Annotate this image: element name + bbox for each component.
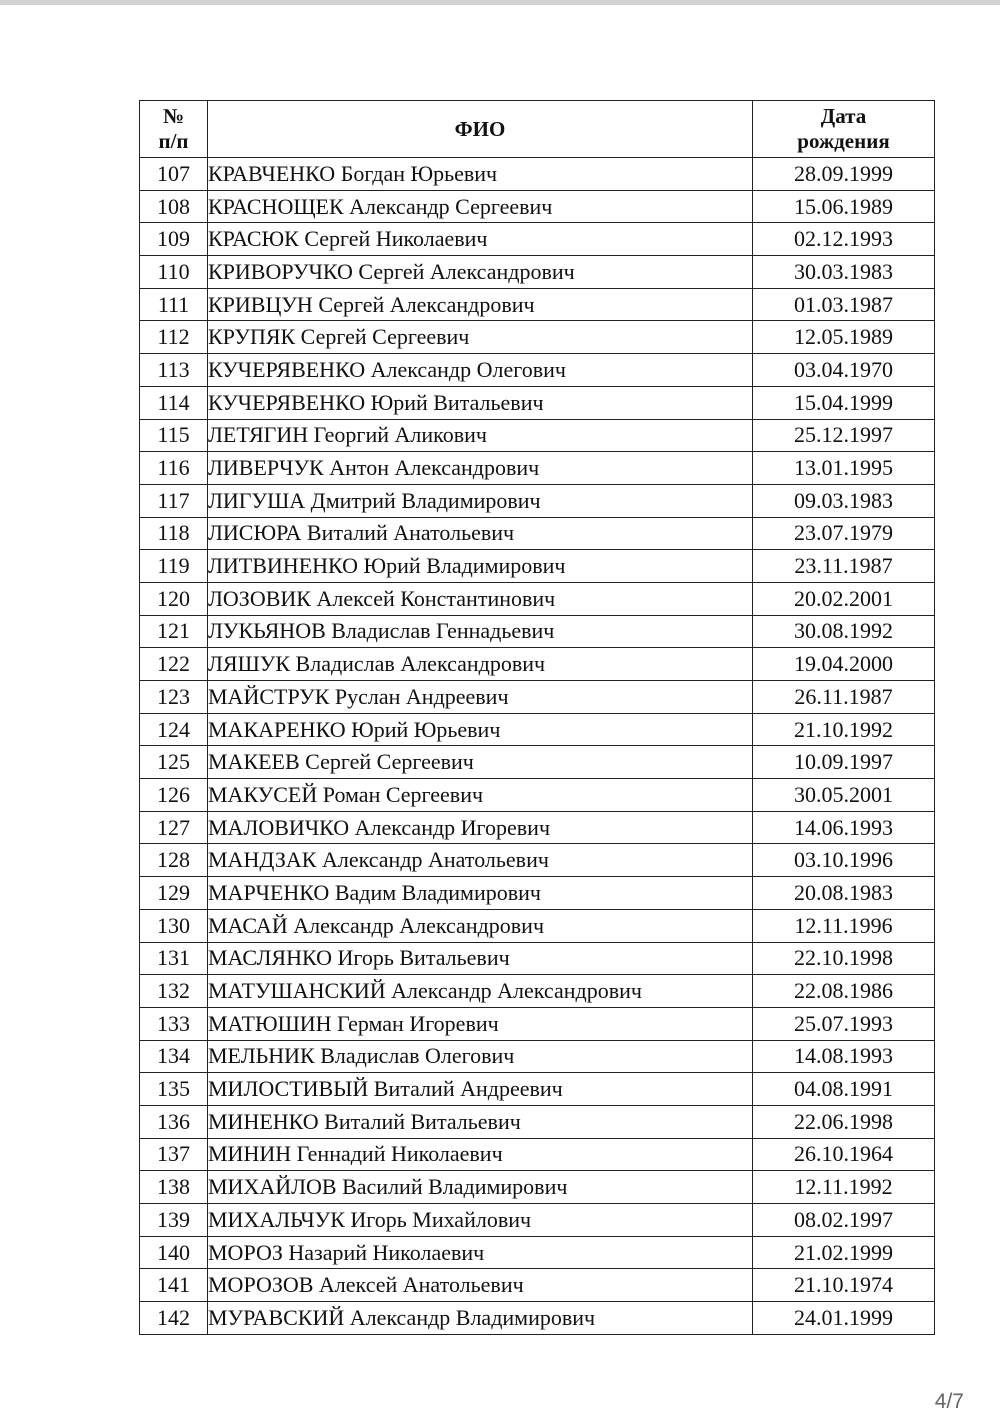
row-birth-date: 21.10.1974: [753, 1269, 935, 1302]
row-number: 125: [140, 746, 208, 779]
row-full-name: МАСЛЯНКО Игорь Витальевич: [208, 942, 753, 975]
row-full-name: МАЙСТРУК Руслан Андреевич: [208, 681, 753, 714]
row-full-name: МАНДЗАК Александр Анатольевич: [208, 844, 753, 877]
table-row: [140, 550, 935, 583]
row-number: 126: [140, 779, 208, 812]
row-birth-date: 20.08.1983: [753, 877, 935, 910]
row-number: 132: [140, 975, 208, 1008]
row-number: 142: [140, 1302, 208, 1335]
row-birth-date: 10.09.1997: [753, 746, 935, 779]
row-full-name: МЕЛЬНИК Владислав Олегович: [208, 1040, 753, 1073]
table-row: [140, 419, 935, 452]
row-birth-date: 12.11.1996: [753, 909, 935, 942]
header-number-line1: №: [162, 104, 185, 128]
row-birth-date: 02.12.1993: [753, 223, 935, 256]
row-full-name: КРАВЧЕНКО Богдан Юрьевич: [208, 158, 753, 191]
row-full-name: ЛИГУША Дмитрий Владимирович: [208, 484, 753, 517]
table-body: [140, 158, 935, 1335]
page-indicator: 4/7: [934, 1390, 964, 1413]
table-row: [140, 582, 935, 615]
row-number: 129: [140, 877, 208, 910]
table-row: [140, 811, 935, 844]
table-row: [140, 1236, 935, 1269]
row-birth-date: 01.03.1987: [753, 288, 935, 321]
row-number: 127: [140, 811, 208, 844]
header-number-line2: п/п: [158, 129, 189, 153]
table-row: [140, 1073, 935, 1106]
table-row: [140, 1204, 935, 1237]
row-full-name: МОРОЗ Назарий Николаевич: [208, 1236, 753, 1269]
table-row: [140, 1269, 935, 1302]
table-row: [140, 746, 935, 779]
row-birth-date: 23.07.1979: [753, 517, 935, 550]
row-birth-date: 30.05.2001: [753, 779, 935, 812]
row-birth-date: 24.01.1999: [753, 1302, 935, 1335]
row-number: 115: [140, 419, 208, 452]
table-row: [140, 942, 935, 975]
row-number: 116: [140, 452, 208, 485]
row-birth-date: 14.06.1993: [753, 811, 935, 844]
row-birth-date: 25.12.1997: [753, 419, 935, 452]
row-birth-date: 08.02.1997: [753, 1204, 935, 1237]
row-birth-date: 30.03.1983: [753, 256, 935, 289]
row-number: 109: [140, 223, 208, 256]
row-full-name: МУРАВСКИЙ Александр Владимирович: [208, 1302, 753, 1335]
row-full-name: МАРЧЕНКО Вадим Владимирович: [208, 877, 753, 910]
table-row: [140, 517, 935, 550]
row-number: 120: [140, 582, 208, 615]
row-birth-date: 25.07.1993: [753, 1007, 935, 1040]
table-row: [140, 975, 935, 1008]
table-row: [140, 256, 935, 289]
row-full-name: МИХАЛЬЧУК Игорь Михайлович: [208, 1204, 753, 1237]
row-number: 135: [140, 1073, 208, 1106]
row-full-name: ЛИТВИНЕНКО Юрий Владимирович: [208, 550, 753, 583]
table-row: [140, 190, 935, 223]
header-birth-date: [753, 101, 935, 158]
row-birth-date: 22.10.1998: [753, 942, 935, 975]
row-number: 111: [140, 288, 208, 321]
row-birth-date: 12.05.1989: [753, 321, 935, 354]
table-row: [140, 844, 935, 877]
row-full-name: КРАСНОЩЕК Александр Сергеевич: [208, 190, 753, 223]
document-page: [0, 5, 1000, 1424]
row-number: 119: [140, 550, 208, 583]
row-birth-date: 22.06.1998: [753, 1105, 935, 1138]
row-number: 117: [140, 484, 208, 517]
row-full-name: МИХАЙЛОВ Василий Владимирович: [208, 1171, 753, 1204]
row-birth-date: 28.09.1999: [753, 158, 935, 191]
row-full-name: ЛЕТЯГИН Георгий Аликович: [208, 419, 753, 452]
table-row: [140, 877, 935, 910]
row-full-name: МИНИН Геннадий Николаевич: [208, 1138, 753, 1171]
row-number: 128: [140, 844, 208, 877]
table-row: [140, 909, 935, 942]
row-birth-date: 26.10.1964: [753, 1138, 935, 1171]
table-row: [140, 1040, 935, 1073]
row-birth-date: 13.01.1995: [753, 452, 935, 485]
row-number: 133: [140, 1007, 208, 1040]
row-number: 113: [140, 354, 208, 387]
row-number: 118: [140, 517, 208, 550]
row-number: 112: [140, 321, 208, 354]
table-row: [140, 1138, 935, 1171]
row-birth-date: 15.06.1989: [753, 190, 935, 223]
row-birth-date: 03.04.1970: [753, 354, 935, 387]
table-row: [140, 681, 935, 714]
table-row: [140, 648, 935, 681]
row-number: 136: [140, 1105, 208, 1138]
table-row: [140, 1007, 935, 1040]
row-full-name: МОРОЗОВ Алексей Анатольевич: [208, 1269, 753, 1302]
row-full-name: МИНЕНКО Виталий Витальевич: [208, 1105, 753, 1138]
row-full-name: МАСАЙ Александр Александрович: [208, 909, 753, 942]
row-birth-date: 30.08.1992: [753, 615, 935, 648]
row-full-name: ЛУКЬЯНОВ Владислав Геннадьевич: [208, 615, 753, 648]
table-header-row: [140, 101, 935, 158]
roster-table: [139, 100, 935, 1335]
row-birth-date: 12.11.1992: [753, 1171, 935, 1204]
row-full-name: КУЧЕРЯВЕНКО Александр Олегович: [208, 354, 753, 387]
row-number: 139: [140, 1204, 208, 1237]
header-birth-date-line2: рождения: [797, 129, 890, 153]
row-full-name: МАТУШАНСКИЙ Александр Александрович: [208, 975, 753, 1008]
row-birth-date: 19.04.2000: [753, 648, 935, 681]
row-number: 134: [140, 1040, 208, 1073]
table-row: [140, 386, 935, 419]
header-birth-date-line1: Дата: [820, 104, 867, 128]
row-full-name: ЛИСЮРА Виталий Анатольевич: [208, 517, 753, 550]
table-row: [140, 354, 935, 387]
row-full-name: КРУПЯК Сергей Сергеевич: [208, 321, 753, 354]
row-birth-date: 09.03.1983: [753, 484, 935, 517]
table-row: [140, 288, 935, 321]
row-full-name: МАКУСЕЙ Роман Сергеевич: [208, 779, 753, 812]
row-number: 141: [140, 1269, 208, 1302]
row-number: 110: [140, 256, 208, 289]
row-full-name: КРАСЮК Сергей Николаевич: [208, 223, 753, 256]
table-row: [140, 1171, 935, 1204]
row-number: 130: [140, 909, 208, 942]
row-number: 107: [140, 158, 208, 191]
row-full-name: МАКАРЕНКО Юрий Юрьевич: [208, 713, 753, 746]
row-full-name: КРИВЦУН Сергей Александрович: [208, 288, 753, 321]
row-full-name: МАТЮШИН Герман Игоревич: [208, 1007, 753, 1040]
row-number: 123: [140, 681, 208, 714]
row-full-name: МАЛОВИЧКО Александр Игоревич: [208, 811, 753, 844]
row-birth-date: 20.02.2001: [753, 582, 935, 615]
row-full-name: МИЛОСТИВЫЙ Виталий Андреевич: [208, 1073, 753, 1106]
row-number: 137: [140, 1138, 208, 1171]
row-birth-date: 22.08.1986: [753, 975, 935, 1008]
row-number: 121: [140, 615, 208, 648]
table-row: [140, 713, 935, 746]
row-full-name: КУЧЕРЯВЕНКО Юрий Витальевич: [208, 386, 753, 419]
table-row: [140, 321, 935, 354]
row-number: 108: [140, 190, 208, 223]
header-full-name: ФИО: [208, 101, 753, 158]
row-full-name: ЛОЗОВИК Алексей Константинович: [208, 582, 753, 615]
table-row: [140, 484, 935, 517]
row-full-name: МАКЕЕВ Сергей Сергеевич: [208, 746, 753, 779]
row-birth-date: 14.08.1993: [753, 1040, 935, 1073]
table-row: [140, 223, 935, 256]
row-number: 138: [140, 1171, 208, 1204]
row-birth-date: 21.10.1992: [753, 713, 935, 746]
row-birth-date: 15.04.1999: [753, 386, 935, 419]
row-number: 131: [140, 942, 208, 975]
table-row: [140, 1302, 935, 1335]
row-number: 122: [140, 648, 208, 681]
header-number: [140, 101, 208, 158]
row-birth-date: 21.02.1999: [753, 1236, 935, 1269]
row-number: 140: [140, 1236, 208, 1269]
row-birth-date: 26.11.1987: [753, 681, 935, 714]
table-row: [140, 452, 935, 485]
row-full-name: КРИВОРУЧКО Сергей Александрович: [208, 256, 753, 289]
row-birth-date: 23.11.1987: [753, 550, 935, 583]
row-full-name: ЛЯШУК Владислав Александрович: [208, 648, 753, 681]
table-row: [140, 615, 935, 648]
row-birth-date: 04.08.1991: [753, 1073, 935, 1106]
table-row: [140, 1105, 935, 1138]
table-row: [140, 779, 935, 812]
row-birth-date: 03.10.1996: [753, 844, 935, 877]
table-row: [140, 158, 935, 191]
row-full-name: ЛИВЕРЧУК Антон Александрович: [208, 452, 753, 485]
row-number: 114: [140, 386, 208, 419]
row-number: 124: [140, 713, 208, 746]
